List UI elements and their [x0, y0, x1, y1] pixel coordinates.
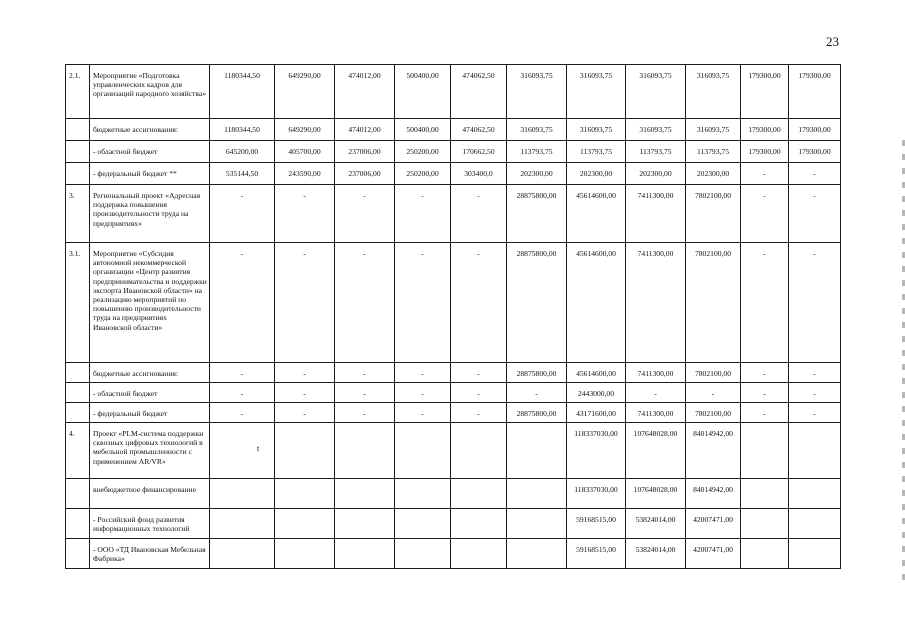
value-cell — [507, 479, 567, 509]
value-cell: 474062,50 — [451, 119, 507, 141]
value-cell: 303400,0 — [451, 163, 507, 185]
value-cell: 316093,75 — [567, 65, 626, 119]
row-description: бюджетные ассигнования: — [90, 363, 210, 383]
value-cell: 316093,75 — [686, 65, 741, 119]
value-cell: - — [210, 185, 275, 243]
value-cell — [335, 539, 395, 569]
value-cell: 59168515,00 — [567, 539, 626, 569]
value-cell: - — [686, 383, 741, 403]
value-cell — [507, 423, 567, 479]
table-row — [66, 185, 841, 243]
value-cell — [335, 509, 395, 539]
value-cell — [210, 479, 275, 509]
row-index — [66, 479, 90, 509]
value-cell: - — [626, 383, 686, 403]
value-cell: 179300,00 — [789, 141, 841, 163]
value-cell: 316093,75 — [567, 119, 626, 141]
table-row — [66, 509, 841, 539]
value-cell — [507, 509, 567, 539]
value-cell: 113793,75 — [626, 141, 686, 163]
value-cell: 113793,75 — [686, 141, 741, 163]
value-cell: - — [395, 403, 451, 423]
row-index — [66, 509, 90, 539]
value-cell: 59168515,00 — [567, 509, 626, 539]
value-cell: - — [789, 243, 841, 363]
budget-table — [65, 64, 841, 569]
row-index — [66, 119, 90, 141]
value-cell — [741, 479, 789, 509]
value-cell: 170662,50 — [451, 141, 507, 163]
value-cell: 84014942,00 — [686, 423, 741, 479]
value-cell: 1180344,50 — [210, 119, 275, 141]
value-cell: 645200,00 — [210, 141, 275, 163]
value-cell — [507, 539, 567, 569]
value-cell: 28875800,00 — [507, 403, 567, 423]
value-cell — [335, 479, 395, 509]
value-cell: 179300,00 — [789, 119, 841, 141]
stray-mark: t — [257, 444, 260, 453]
value-cell: 53824014,00 — [626, 539, 686, 569]
value-cell — [395, 423, 451, 479]
value-cell — [395, 509, 451, 539]
value-cell: 7802100,00 — [686, 363, 741, 383]
value-cell: - — [275, 243, 335, 363]
value-cell: 474062,50 — [451, 65, 507, 119]
table-row — [66, 479, 841, 509]
value-cell: - — [395, 383, 451, 403]
value-cell: - — [741, 363, 789, 383]
value-cell: 2443000,00 — [567, 383, 626, 403]
value-cell: - — [210, 243, 275, 363]
value-cell: 237006,00 — [335, 141, 395, 163]
row-index: 3.1. — [66, 243, 90, 363]
value-cell — [275, 479, 335, 509]
value-cell: 107648028,00 — [626, 423, 686, 479]
row-description: - областной бюджет — [90, 141, 210, 163]
row-index — [66, 403, 90, 423]
value-cell — [451, 539, 507, 569]
value-cell: - — [275, 403, 335, 423]
value-cell: 1180344,50 — [210, 65, 275, 119]
value-cell: - — [335, 243, 395, 363]
table-row — [66, 539, 841, 569]
table-row — [66, 403, 841, 423]
value-cell: 535144,50 — [210, 163, 275, 185]
value-cell: 42007471,00 — [686, 539, 741, 569]
value-cell — [789, 539, 841, 569]
value-cell — [210, 509, 275, 539]
value-cell: 28875800,00 — [507, 243, 567, 363]
value-cell: 474012,00 — [335, 65, 395, 119]
value-cell: - — [451, 243, 507, 363]
row-index: 2.1. — [66, 65, 90, 119]
value-cell: - — [210, 363, 275, 383]
row-description: бюджетные ассигнования: — [90, 119, 210, 141]
value-cell: - — [741, 403, 789, 423]
value-cell: 84014942,00 — [686, 479, 741, 509]
value-cell: - — [741, 243, 789, 363]
value-cell: - — [451, 363, 507, 383]
value-cell: - — [210, 383, 275, 403]
value-cell: - — [741, 185, 789, 243]
value-cell: 45614600,00 — [567, 185, 626, 243]
row-index — [66, 141, 90, 163]
value-cell: 202300,00 — [686, 163, 741, 185]
value-cell: 316093,75 — [507, 65, 567, 119]
value-cell: 316093,75 — [626, 65, 686, 119]
value-cell — [275, 423, 335, 479]
value-cell: 179300,00 — [789, 65, 841, 119]
value-cell: 28875800,00 — [507, 363, 567, 383]
value-cell — [210, 539, 275, 569]
row-description: Проект «PLM-система поддержки сквозных цифровых технологий в мебельной промышленности с применением AR/VR» — [90, 423, 210, 479]
value-cell: 250200,00 — [395, 141, 451, 163]
row-description: - ООО «ТД Ивановская Мебельная Фабрика» — [90, 539, 210, 569]
value-cell: 243590,00 — [275, 163, 335, 185]
value-cell: - — [395, 243, 451, 363]
value-cell: 28875800,00 — [507, 185, 567, 243]
value-cell: - — [335, 383, 395, 403]
value-cell: - — [395, 185, 451, 243]
value-cell: - — [210, 403, 275, 423]
row-description: - федеральный бюджет ** — [90, 163, 210, 185]
value-cell: 500400,00 — [395, 119, 451, 141]
value-cell — [451, 509, 507, 539]
table-row — [66, 363, 841, 383]
row-description: внебюджетное финансирование — [90, 479, 210, 509]
row-index — [66, 383, 90, 403]
value-cell: 179300,00 — [741, 119, 789, 141]
table-row — [66, 65, 841, 119]
value-cell: 500400,00 — [395, 65, 451, 119]
table-row — [66, 141, 841, 163]
value-cell: 118337030,00 — [567, 479, 626, 509]
table-row — [66, 243, 841, 363]
value-cell: - — [275, 363, 335, 383]
row-index — [66, 363, 90, 383]
row-index: 4. — [66, 423, 90, 479]
value-cell: 118337030,00 — [567, 423, 626, 479]
value-cell: - — [395, 363, 451, 383]
value-cell: 474012,00 — [335, 119, 395, 141]
value-cell: - — [451, 383, 507, 403]
row-description: - Российский фонд развития информационных технологий — [90, 509, 210, 539]
value-cell: 316093,75 — [626, 119, 686, 141]
value-cell: - — [451, 403, 507, 423]
value-cell: 45614600,00 — [567, 243, 626, 363]
value-cell — [789, 509, 841, 539]
value-cell: 7411300,00 — [626, 403, 686, 423]
value-cell: 649290,00 — [275, 65, 335, 119]
value-cell: - — [451, 185, 507, 243]
value-cell: 7802100,00 — [686, 243, 741, 363]
row-index — [66, 539, 90, 569]
value-cell: 7411300,00 — [626, 363, 686, 383]
value-cell: 7411300,00 — [626, 243, 686, 363]
value-cell: - — [275, 185, 335, 243]
value-cell — [395, 539, 451, 569]
row-description: - федеральный бюджет — [90, 403, 210, 423]
value-cell — [451, 479, 507, 509]
value-cell: 202300,00 — [626, 163, 686, 185]
table-row — [66, 119, 841, 141]
value-cell: 405700,00 — [275, 141, 335, 163]
table-row — [66, 383, 841, 403]
value-cell — [741, 539, 789, 569]
value-cell — [335, 423, 395, 479]
value-cell: 7802100,00 — [686, 185, 741, 243]
value-cell: 649290,00 — [275, 119, 335, 141]
row-description: Региональный проект «Адресная поддержка повышения производительности труда на предприятиях» — [90, 185, 210, 243]
value-cell: 316093,75 — [686, 119, 741, 141]
value-cell: - — [789, 363, 841, 383]
value-cell: 113793,75 — [507, 141, 567, 163]
value-cell: - — [275, 383, 335, 403]
value-cell — [275, 509, 335, 539]
value-cell: 43171600,00 — [567, 403, 626, 423]
value-cell: - — [741, 163, 789, 185]
value-cell — [275, 539, 335, 569]
table-row — [66, 163, 841, 185]
value-cell: - — [335, 403, 395, 423]
value-cell: - — [789, 403, 841, 423]
table-row — [66, 423, 841, 479]
value-cell: 237006,00 — [335, 163, 395, 185]
value-cell: 107648028,00 — [626, 479, 686, 509]
value-cell: - — [789, 185, 841, 243]
value-cell: 179300,00 — [741, 141, 789, 163]
row-index — [66, 163, 90, 185]
value-cell: 316093,75 — [507, 119, 567, 141]
value-cell: 45614600,00 — [567, 363, 626, 383]
value-cell: 250200,00 — [395, 163, 451, 185]
value-cell — [210, 423, 275, 479]
value-cell: 202300,00 — [567, 163, 626, 185]
value-cell: - — [789, 163, 841, 185]
value-cell: 7411300,00 — [626, 185, 686, 243]
value-cell — [395, 479, 451, 509]
value-cell — [741, 423, 789, 479]
value-cell: - — [789, 383, 841, 403]
row-description: Мероприятие «Подготовка управленческих кадров для организаций народного хозяйства» — [90, 65, 210, 119]
value-cell: 7802100,00 — [686, 403, 741, 423]
value-cell: - — [335, 185, 395, 243]
value-cell — [789, 423, 841, 479]
value-cell: 53824014,00 — [626, 509, 686, 539]
value-cell: - — [335, 363, 395, 383]
row-description: - областной бюджет — [90, 383, 210, 403]
page-number: 23 — [826, 34, 839, 49]
value-cell: - — [507, 383, 567, 403]
value-cell — [741, 509, 789, 539]
value-cell: 42007471,00 — [686, 509, 741, 539]
value-cell: 202300,00 — [507, 163, 567, 185]
value-cell: 179300,00 — [741, 65, 789, 119]
value-cell: 113793,75 — [567, 141, 626, 163]
value-cell: - — [741, 383, 789, 403]
value-cell — [451, 423, 507, 479]
value-cell — [789, 479, 841, 509]
row-description: Мероприятие «Субсидия автономной некоммерческой организации «Центр развития предпринимательства и поддержки экспорта Ивановской области» на реализацию мероприятий по повышению производительности труда на предприятиях Ивановской области» — [90, 243, 210, 363]
row-index: 3. — [66, 185, 90, 243]
